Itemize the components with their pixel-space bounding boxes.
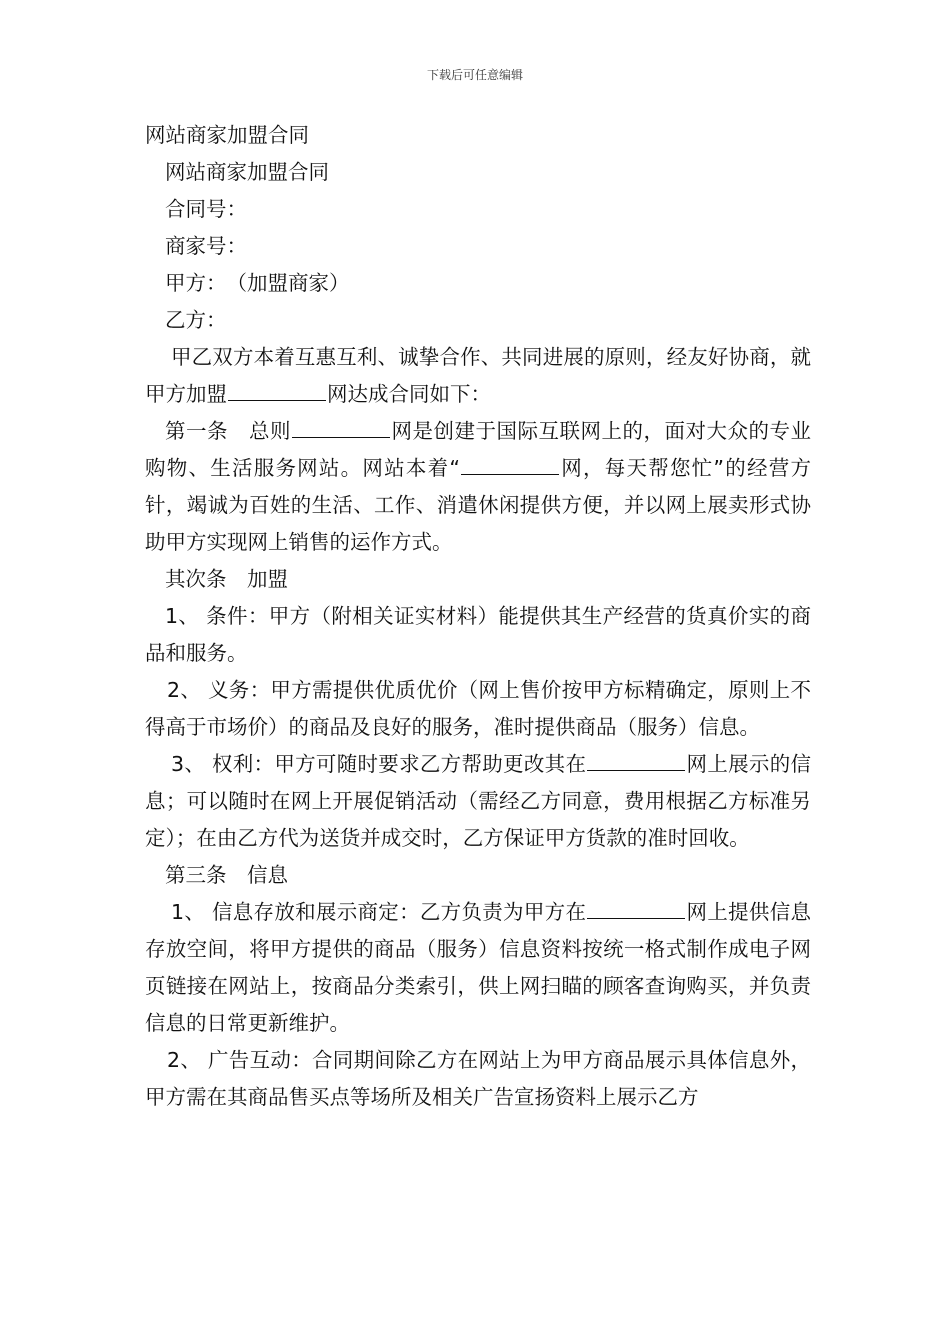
blank-line xyxy=(292,419,390,438)
article-2-item-3-text-1: 3、 权利：甲方可随时要求乙方帮助更改其在 xyxy=(171,752,587,776)
intro-text-1: 甲乙双方本着互惠互利、诚挚合作、共同进展的原则，经友好协商，就甲方加盟 xyxy=(145,345,811,406)
intro-text-2: 网达成合同如下： xyxy=(327,382,491,406)
article-1-text-1: 第一条 总则 xyxy=(165,419,291,443)
merchant-number-label: 商家号： xyxy=(165,234,247,258)
blank-line xyxy=(461,456,559,475)
article-1-text-3: 网，每天帮您忙”的经营方针，竭诚为百姓的生活、工作、消遣休闲提供方便，并以网上展卖形式协助甲方实现网上销售的运作方式。 xyxy=(145,456,812,554)
article-2-item-3-text-2: 网上展示的信息；可以随时在网上开展促销活动（需经乙方同意，费用根据乙方标准另定）；在由乙方代为送货并成交时，乙方保证甲方货款的准时回收。 xyxy=(145,752,811,850)
article-2-item-2: 2、 义务：甲方需提供优质优价（网上售价按甲方标精确定，原则上不得高于市场价）的商品及良好的服务，准时提供商品（服务）信息。 xyxy=(145,678,811,739)
article-2-item-3 xyxy=(145,746,811,857)
article-3-item-2: 2、 广告互动：合同期间除乙方在网站上为甲方商品展示具体信息外，甲方需在其商品售买点等场所及相关广告宣扬资料上展示乙方 xyxy=(145,1048,811,1109)
article-2-title: 其次条 加盟 xyxy=(165,567,288,591)
party-b-label: 乙方： xyxy=(165,308,227,332)
article-1-paragraph xyxy=(145,413,811,561)
article-3-item-1-text-1: 1、 信息存放和展示商定：乙方负责为甲方在 xyxy=(171,900,587,924)
article-3-item-1 xyxy=(145,894,811,1042)
blank-line xyxy=(587,752,685,771)
document-title: 网站商家加盟合同 xyxy=(145,123,309,147)
blank-line xyxy=(587,900,685,919)
article-2-item-1: 1、 条件：甲方（附相关证实材料）能提供其生产经营的货真价实的商品和服务。 xyxy=(145,604,811,665)
party-a-label: 甲方： （加盟商家） xyxy=(165,271,350,295)
document-subtitle: 网站商家加盟合同 xyxy=(165,160,329,184)
document-body xyxy=(145,117,811,1116)
blank-line xyxy=(228,382,326,401)
page-header: 下载后可任意编辑 xyxy=(426,68,523,82)
contract-number-label: 合同号： xyxy=(165,197,247,221)
article-3-item-1-text-2: 网上提供信息存放空间，将甲方提供的商品（服务）信息资料按统一格式制作成电子网页链接在网站上，按商品分类索引，供上网扫瞄的顾客查询购买，并负责信息的日常更新维护。 xyxy=(145,900,811,1035)
intro-paragraph xyxy=(145,339,811,413)
article-1-text-2: 网是创建于国际互联网上的，面对大众的专业购物、生活服务网站。网站本着“ xyxy=(145,419,811,480)
article-3-title: 第三条 信息 xyxy=(165,863,288,887)
